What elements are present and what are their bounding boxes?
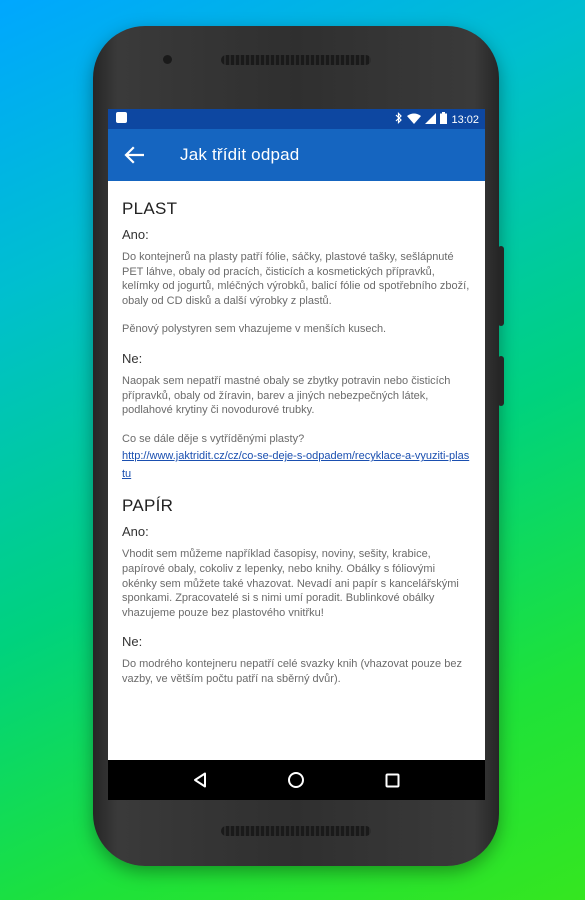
- content-scroll[interactable]: [108, 181, 485, 760]
- back-button[interactable]: [110, 131, 158, 179]
- recycling-link[interactable]: http://www.jaktridit.cz/cz/co-se-deje-s-odpadem/recyklace-a-vyuziti-plastu: [122, 450, 470, 481]
- yes-text-note: Pěnový polystyren sem vhazujeme v menších kusech.: [122, 323, 387, 336]
- power-button: [498, 246, 504, 326]
- top-speaker: [221, 55, 371, 65]
- section-papir: [122, 496, 471, 686]
- navigation-bar: [108, 760, 485, 800]
- yes-text: Do kontejnerů na plasty patří fólie, sáčky, plastové tašky, sešlápnuté PET láhve, obaly od pracích, čisticích a kosmetických přípravků, kelímky od jogurtů, mléčných výrobků, balicí fólie od spotřebního zboží, obaly od CD disků a další výrobky z plastů.: [122, 251, 470, 307]
- nav-back-icon: [193, 772, 207, 788]
- no-label: Ne:: [122, 350, 143, 366]
- screen: [108, 109, 485, 800]
- app-bar: [108, 129, 485, 181]
- bluetooth-icon: [395, 112, 403, 127]
- nav-home-icon: [287, 771, 305, 789]
- arrow-back-icon: [124, 146, 144, 164]
- no-label: Ne:: [122, 634, 143, 650]
- phone-frame: [93, 26, 499, 866]
- no-text: Naopak sem nepatří mastné obaly se zbytky potravin nebo čisticích přípravků, obaly od žíravin, barev a jiných nebezpečných látek, podlahové krytiny či novodurové trubky.: [122, 374, 451, 417]
- status-icons: [395, 112, 479, 127]
- no-text: Do modrého kontejneru nepatří celé svazky knih (vhazovat pouze bez vazby, ve větším počtu patří na sběrný dvůr).: [122, 658, 462, 685]
- more-question: Co se dále děje s vytříděnými plasty?: [122, 432, 305, 445]
- yes-text: Vhodit sem můžeme například časopisy, noviny, sešity, krabice, papírové obaly, cokoliv z lepenky, nebo knihy. Obálky s fóliovými okénky sem můžete také vhazovat. Nevadí ani papír s kancelářskými sponkami. Zpracovatelé si s nimi umí poradit. Bublinkové obálky vhazujeme pouze bez plastového vnitřku!: [122, 548, 459, 619]
- nav-recents-button[interactable]: [373, 760, 413, 800]
- page-title: Jak třídit odpad: [180, 145, 300, 164]
- yes-label: Ano:: [122, 227, 149, 242]
- section-title: PAPÍR: [122, 496, 174, 516]
- nav-recents-icon: [385, 773, 400, 788]
- nav-back-button[interactable]: [180, 760, 220, 800]
- status-bar: [108, 109, 485, 129]
- status-time: 13:02: [451, 113, 479, 126]
- bottom-speaker: [221, 826, 371, 836]
- battery-icon: [440, 112, 447, 127]
- section-plast: [122, 199, 471, 482]
- front-camera: [163, 55, 172, 64]
- wifi-icon: [407, 113, 421, 127]
- section-title: PLAST: [122, 199, 178, 218]
- notification-icon: [116, 112, 127, 123]
- nav-home-button[interactable]: [276, 760, 316, 800]
- volume-button: [498, 356, 504, 406]
- yes-label: Ano:: [122, 524, 149, 540]
- signal-icon: [425, 113, 436, 127]
